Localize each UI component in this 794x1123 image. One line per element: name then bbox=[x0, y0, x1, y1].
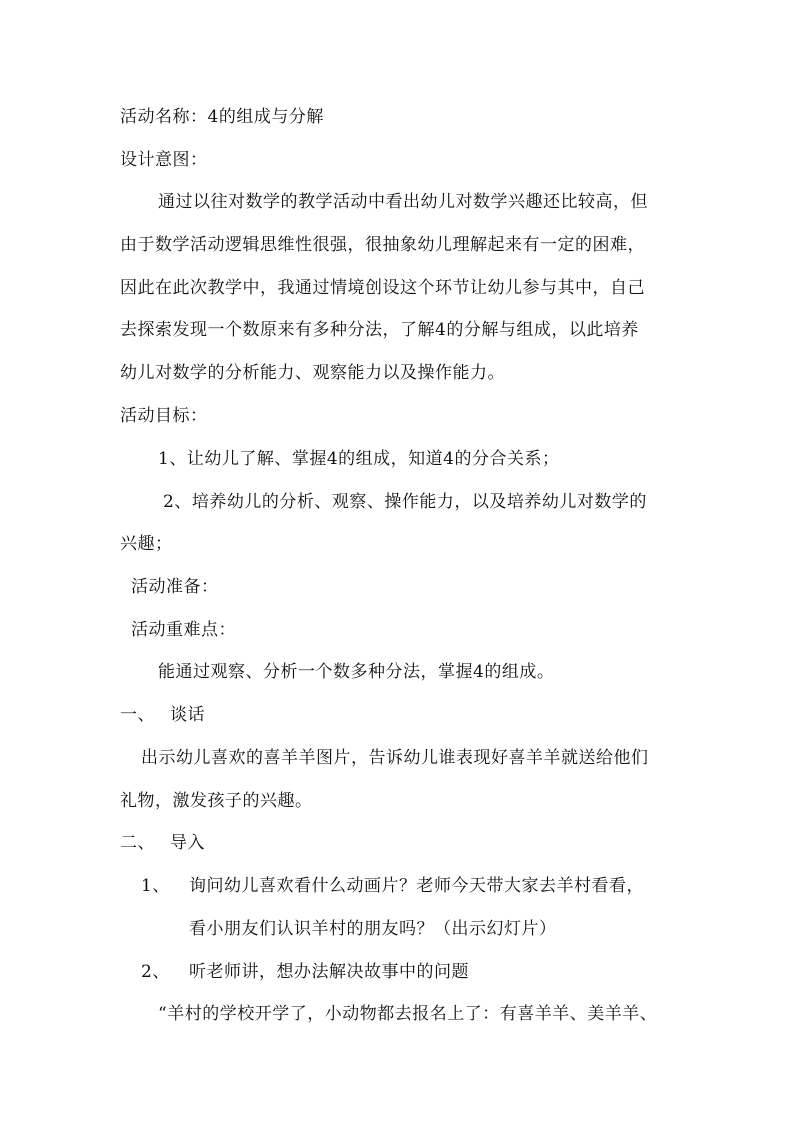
section-number: 二、 bbox=[120, 833, 155, 853]
prep-heading: 活动准备： bbox=[131, 577, 219, 597]
goal-item-continuation: 兴趣； bbox=[120, 534, 173, 554]
design-intent-line: 通过以往对数学的教学活动中看出幼儿对数学兴趣还比较高，但 bbox=[158, 192, 648, 212]
list-item-text: 听老师讲，想办法解决故事中的问题 bbox=[189, 962, 469, 982]
design-intent-heading: 设计意图： bbox=[120, 150, 208, 170]
activity-name: 活动名称：4的组成与分解 bbox=[120, 107, 324, 127]
list-item-number: 1、 bbox=[141, 876, 170, 896]
key-text: 能通过观察、分析一个数多种分法，掌握4的组成。 bbox=[158, 662, 555, 682]
key-heading: 活动重难点： bbox=[131, 620, 236, 640]
goal-item: 1、让幼儿了解、掌握4的组成，知道4的分合关系； bbox=[158, 449, 560, 469]
story-line: “羊村的学校开学了，小动物都去报名上了：有喜羊羊、美羊羊、 bbox=[158, 1004, 658, 1024]
section-paragraph-line: 出示幼儿喜欢的喜羊羊图片，告诉幼儿谁表现好喜羊羊就送给他们 bbox=[141, 748, 649, 768]
section-paragraph-line: 礼物，激发孩子的兴趣。 bbox=[120, 791, 313, 811]
goals-heading: 活动目标： bbox=[120, 406, 208, 426]
section-number: 一、 bbox=[120, 705, 155, 725]
list-item-text: 询问幼儿喜欢看什么动画片？老师今天带大家去羊村看看， bbox=[189, 876, 644, 896]
list-item-number: 2、 bbox=[141, 962, 170, 982]
section-title: 导入 bbox=[170, 833, 205, 853]
goal-item: 2、培养幼儿的分析、观察、操作能力，以及培养幼儿对数学的 bbox=[163, 492, 647, 512]
design-intent-line: 因此在此次教学中，我通过情境创设这个环节让幼儿参与其中，自己 bbox=[120, 278, 645, 298]
design-intent-line: 幼儿对数学的分析能力、观察能力以及操作能力。 bbox=[120, 363, 505, 383]
design-intent-line: 去探索发现一个数原来有多种分法，了解4的分解与组成，以此培养 bbox=[120, 320, 639, 340]
section-title: 谈话 bbox=[170, 705, 205, 725]
design-intent-line: 由于数学活动逻辑思维性很强，很抽象幼儿理解起来有一定的困难， bbox=[120, 235, 645, 255]
list-item-text: 看小朋友们认识羊村的朋友吗？（出示幻灯片） bbox=[189, 919, 557, 939]
